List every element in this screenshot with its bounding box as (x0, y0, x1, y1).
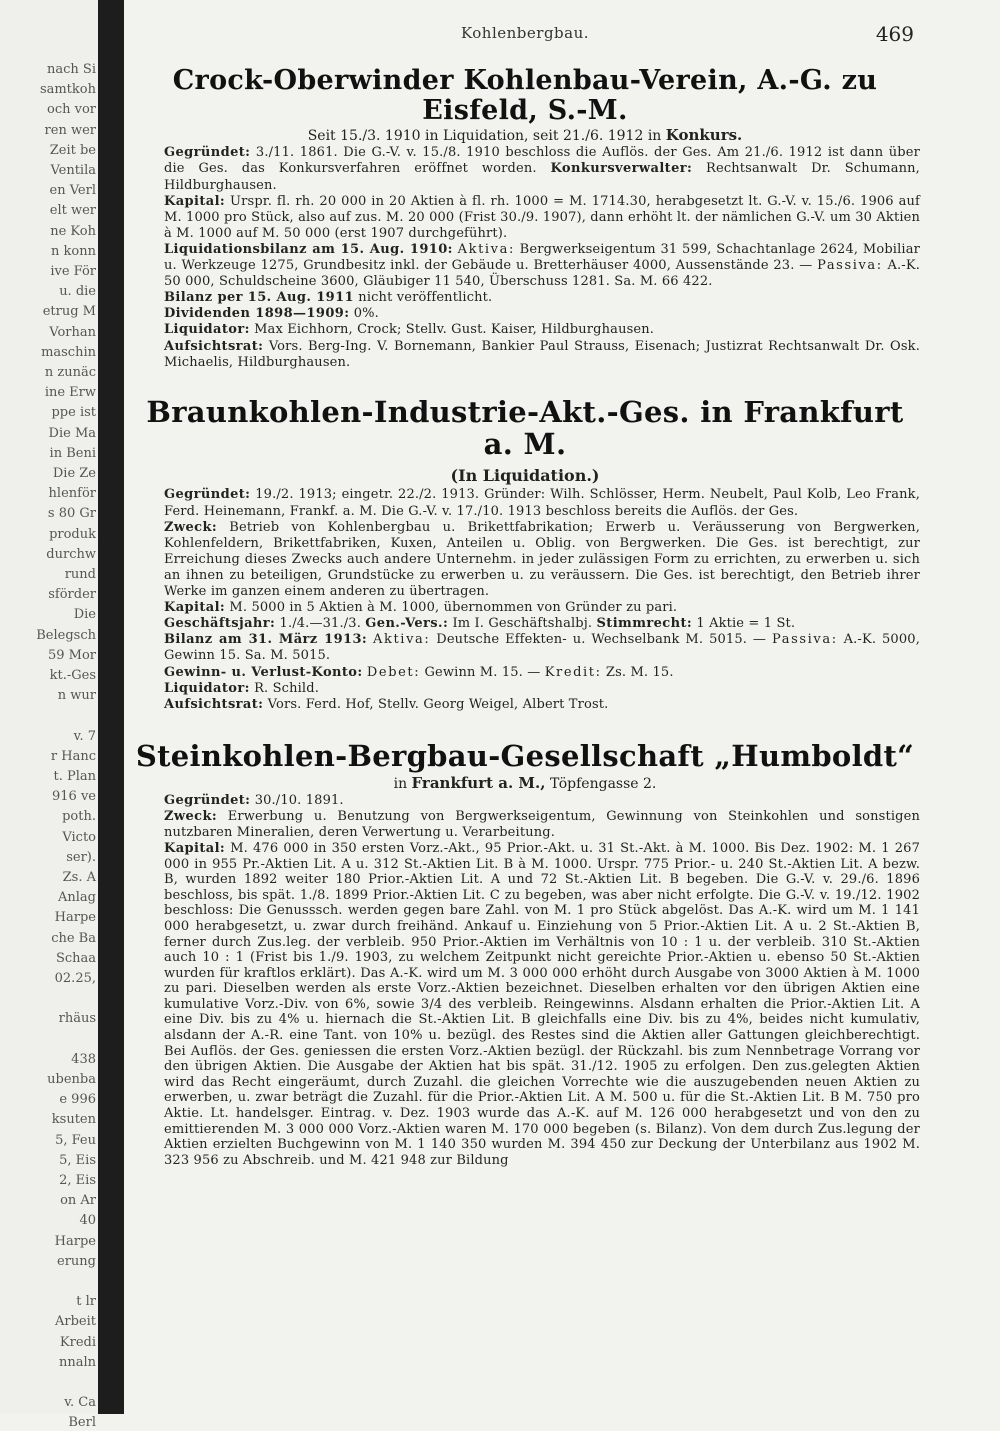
para-text: A.-K. 5000, Gewinn 15. Sa. M. 5015. (164, 632, 920, 664)
para-label: Liquidator: (164, 322, 250, 338)
paragraph (130, 145, 920, 193)
prev-page-fragment: sförder (48, 587, 96, 603)
para-text: 30./10. 1891. (254, 792, 344, 808)
subtitle-text: in (393, 775, 408, 792)
prev-page-fragment: 5, Eis (59, 1152, 96, 1168)
prev-page-fragment: 5, Feu (55, 1132, 96, 1148)
prev-page-fragment: ubenba (47, 1072, 96, 1087)
para-text: 1 Aktie = 1 St. (696, 616, 796, 632)
para-text: M. 476 000 in 350 ersten Vorz.-Akt., 95 Prior.-Akt. u. 31 St.-Akt. à M. 1000. Bis Dez. 1902: M. 1 267 000 in 955 Pr.-Aktien Lit. A u. 312 St.-Aktien Lit. B à M. 1000. Urspr. 775 Prior.- u. 240 St.-Aktien Lit. A bezw. B, wurden 1892 weiter 180 Prior.-Aktien Lit. A und 72 St.-Aktien Lit. B begeben. Die G.-V. v. 29./6. 1896 beschloss, bis spät. 1./8. 1899 Prior.-Aktien Lit. C zu begeben, was aber nicht erfolgte. Die G.-V. v. 19./12. 1902 beschloss: Die Genusssch. werden gegen bare Zahl. von M. 1 pro Stück abgelöst. Das A.-K. wird um M. 1 141 000 herabgesetzt, u. zwar durch freihänd. Ankauf u. Einziehung von 5 Prior.-Aktien Lit. A u. 2 St.-Aktien B, ferner durch Zus.leg. der verbleib. 950 Prior.-Aktien im Verhältnis von 10 : 1 u. der verbleib. 310 St.-Aktien auch 10 : 1 (Frist bis 1./9. 1903, zu welchem Zeitpunkt nicht gereichte Prior.-Aktien u. ebenso 50 St.-Aktien wurden für kraftlos erklärt). Das A.-K. wird um M. 3 000 000 erhöht durch Ausgabe von 3000 Aktien à M. 1000 zu pari. Dieselben werden als erste Vorz.-Aktien bezeichnet. Dieselben erhalten vor den übrigen Aktien eine kumulative Vorz.-Div. von 6%, sowie 3/4 des verbleib. Reingewinns. Alsdann erhalten die Prior.-Aktien Lit. A eine Div. bis zu 4% u. hiernach die St.-Aktien Lit. B gleichfalls eine Div. bis zu 4%, beides nicht kumulativ, alsdann der A.-R. eine Tant. von 10% u. bezügl. des Restes sind die Aktien aller Gattungen gleichberechtigt. Bei Auflös. der Ges. geniessen die ersten Vorz.-Aktien bezügl. der Rückzahl. bis zum Nennbetrage Vorrang vor den übrigen Aktien. Die Ausgabe der Aktien hat bis spät. 31./12. 1905 zu erfolgen. Den zus.gelegten Aktien wird das Recht eingeräumt, durch Zuzahl. die gleichen Vorrechte wie die auszugebenden neuen Aktien zu erwerben, u. zwar beträgt die Zuzahl. für die Prior.-Aktien Lit. A M. 500 u. für die St.-Aktien Lit. B M. 750 pro Aktie. Lt. handelsger. Eintrag. v. Dez. 1903 wurde das A.-K. auf M. 126 000 herabgesetzt und von den zu emittierenden M. 3 000 000 Vorz.-Aktien waren M. 170 000 begeben (s. Bilanz). Von dem durch Zus.legung der Aktien erzielten Buchgewinn von M. 1 140 350 wurden M. 394 450 zur Deckung der Unterbilanz aus 1902 M. 323 956 zu Abschreib. und M. 421 948 zur Bildung (164, 840, 920, 1168)
prev-page-fragment: erung (57, 1253, 96, 1269)
para-label: Zweck: (164, 519, 218, 535)
prev-page-fragment: etrug M (42, 304, 96, 320)
prev-page-fragment: rund (64, 567, 96, 582)
prev-page-fragment: rhäus (58, 1011, 96, 1027)
prev-page-fragment: maschin (41, 344, 96, 360)
prev-page-fragment: v. 7 (73, 728, 96, 744)
prev-page-fragment: Harpe (54, 910, 96, 926)
paragraph (130, 665, 920, 681)
para-label: Gegründet: (164, 487, 251, 503)
subtitle-bold: Konkurs. (665, 126, 743, 145)
para-text: Deutsche Effekten- u. Wechselbank M. 5015. — (436, 632, 767, 648)
prev-page-fragment: elt wer (49, 203, 96, 219)
paragraph (130, 306, 920, 322)
paragraph (130, 487, 920, 519)
para-text: Rechtsanwalt Dr. Schumann, Hildburghausen. (164, 161, 920, 193)
subtitle-bold: Frankfurt a. M., (411, 773, 546, 792)
para-text: Zs. M. 15. (605, 664, 674, 680)
paragraph (130, 194, 920, 242)
prev-page-fragment: Ventila (50, 163, 96, 178)
prev-page-fragment: che Ba (51, 930, 96, 946)
prev-page-fragment: 59 Mor (47, 647, 96, 663)
prev-page-fragment: r Hanc (50, 748, 96, 764)
entry-subtitle (130, 775, 920, 793)
paragraph (130, 632, 920, 664)
previous-page-strip (0, 0, 99, 1431)
prev-page-fragment: Berl (68, 1415, 96, 1431)
prev-page-fragment: Belegsch (36, 627, 96, 643)
para-label: Konkursverwalter: (550, 161, 693, 177)
prev-page-fragment: Die Ze (52, 466, 96, 481)
prev-page-fragment: v. Ca (64, 1395, 96, 1411)
para-label: Geschäftsjahr: (164, 616, 276, 632)
prev-page-fragment: ren wer (44, 122, 96, 138)
para-keyword: Aktiva: (457, 241, 515, 257)
paragraph (130, 290, 920, 306)
paragraph (130, 809, 920, 841)
para-text: A.-K. 50 000, Schuldscheine 3600, Gläubiger 11 540, Überschuss 1281. Sa. M. 66 422. (164, 258, 920, 290)
prev-page-fragment: Zs. A (62, 870, 96, 885)
para-label: Gegründet: (164, 145, 251, 161)
para-text: nicht veröffentlicht. (358, 290, 493, 306)
para-label: Aufsichtsrat: (164, 338, 264, 354)
para-text: M. 5000 in 5 Aktien à M. 1000, übernommen von Gründer zu pari. (229, 600, 678, 616)
para-text: Bergwerkseigentum 31 599, Schachtanlage 2624, Mobiliar u. Werkzeuge 1275, Grundbesitz inkl. der Gebäude u. Bretterhäuser 4000, Aussenstände 23. — (164, 241, 920, 274)
para-label: Dividenden 1898—1909: (164, 306, 350, 322)
prev-page-fragment: ppe ist (51, 405, 96, 421)
para-text: Vors. Ferd. Hof, Stellv. Georg Weigel, Albert Trost. (267, 696, 609, 712)
prev-page-fragment: t. Plan (53, 769, 96, 784)
para-label: Zweck: (164, 808, 218, 824)
prev-page-fragment: s 80 Gr (47, 506, 96, 522)
prev-page-fragment: Harpe (54, 1233, 96, 1249)
prev-page-fragment: n zunäc (44, 365, 96, 380)
entry-title: Steinkohlen-Bergbau-Gesellschaft „Humboldt“ (135, 738, 915, 773)
paragraph (130, 793, 920, 809)
prev-page-fragment: ne Koh (50, 223, 96, 239)
para-label: Aufsichtsrat: (164, 696, 264, 712)
prev-page-fragment: Die Ma (48, 425, 96, 441)
para-text: Vors. Berg-Ing. V. Bornemann, Bankier Paul Strauss, Eisenach; Justizrat Rechtsanwalt Dr. Osk. Michaelis, Hildburghausen. (164, 338, 920, 370)
prev-page-fragment: en Verl (49, 183, 96, 199)
prev-page-fragment: Vorhan (49, 324, 96, 340)
para-label: Stimmrecht: (596, 616, 693, 632)
prev-page-fragment: in Beni (49, 445, 96, 461)
entry-title: Crock-Oberwinder Kohlenbau-Verein, A.-G. zu Eisfeld, S.-M. (172, 65, 878, 126)
para-label: Kapital: (164, 193, 226, 209)
para-text: 19./2. 1913; eingetr. 22./2. 1913. Gründer: Wilh. Schlösser, Herm. Neubelt, Paul Kolb, Leo Frank, Ferd. Heinemann, Frankf. a. M. Die G.-V. v. 17./10. 1913 beschloss bereits die Auflös. der Ges. (164, 487, 920, 519)
subtitle-text: Seit 15./3. 1910 in Liquidation, seit 21./6. 1912 in (307, 128, 662, 145)
running-title: Kohlenbergbau. (460, 24, 590, 42)
prev-page-fragment: poth. (62, 809, 96, 825)
para-label: Liquidationsbilanz am 15. Aug. 1910: (164, 241, 453, 257)
para-label: Gegründet: (164, 792, 251, 808)
prev-page-fragment: n konn (51, 243, 96, 259)
para-keyword: Kredit: (544, 664, 602, 680)
prev-page-fragment: Die (73, 607, 96, 623)
prev-page-fragment: Victo (62, 829, 96, 845)
para-label: Kapital: (164, 600, 226, 616)
para-text: Gewinn M. 15. — (424, 664, 541, 680)
para-keyword: Passiva: (817, 258, 883, 274)
prev-page-fragment: ive För (50, 264, 96, 279)
liquidation-note: (In Liquidation.) (450, 466, 600, 486)
para-text: 0%. (353, 306, 379, 322)
prev-page-fragment: nnaln (58, 1354, 96, 1370)
para-label: Bilanz per 15. Aug. 1911 (164, 290, 354, 306)
page-number: 469 (875, 22, 914, 46)
prev-page-fragment: ser). (66, 849, 96, 865)
prev-page-fragment: Kredi (59, 1334, 96, 1350)
document-page (130, 24, 920, 1404)
paragraph (130, 520, 920, 600)
para-keyword: Passiva: (772, 632, 838, 648)
prev-page-fragment: 02.25, (54, 971, 96, 986)
prev-page-fragment: 916 ve (52, 789, 96, 805)
paragraph (130, 339, 920, 371)
prev-page-fragment: hlenför (48, 486, 96, 502)
para-text: Betrieb von Kohlenbergbau u. Brikettfabrikation; Erwerb u. Veräusserung von Bergwerken, Kohlenfeldern, Brikettfabriken, Kuxen, Anteilen u. Oblig. von Bergwerken. Die Ges. ist berechtigt, zur Erreichung dieses Zwecks auch andere Unternehm. in jeder zulässigen Form zu errichten, zu erwerben u. sich an ihnen zu beteiligen, Grundstücke zu erwerben u. zu veräussern. Die Ges. ist berechtigt, den Betrieb ihrer Werke im ganzen einem anderen zu übertragen. (164, 519, 920, 600)
prev-page-fragment: n wur (57, 688, 96, 704)
para-label: Bilanz am 31. März 1913: (164, 632, 368, 648)
prev-page-fragment: u. die (59, 284, 96, 300)
paragraph (130, 322, 920, 338)
prev-page-fragment: on Ar (60, 1193, 96, 1209)
prev-page-fragment: Anlag (58, 890, 96, 906)
prev-page-fragment: Arbeit (55, 1314, 96, 1330)
prev-page-fragment: Zeit be (49, 142, 96, 158)
prev-page-fragment: och vor (47, 102, 96, 118)
para-text: Erwerbung u. Benutzung von Bergwerkseigentum, Gewinnung von Steinkohlen und sonstigen nutzbaren Mineralien, deren Verwertung u. Verarbeitung. (164, 808, 920, 840)
paragraph (130, 841, 920, 1168)
para-text: R. Schild. (254, 680, 319, 696)
para-text: 1./4.—31./3. (279, 616, 361, 632)
para-text: Max Eichhorn, Crock; Stellv. Gust. Kaiser, Hildburghausen. (254, 322, 655, 338)
para-label: Gen.-Vers.: (365, 616, 449, 632)
book-gutter (98, 0, 124, 1414)
para-keyword: Aktiva: (373, 632, 431, 648)
running-head (130, 24, 920, 52)
para-keyword: Debet: (366, 664, 421, 680)
prev-page-fragment: e 996 (59, 1092, 96, 1108)
prev-page-fragment: t lr (76, 1294, 96, 1310)
para-text: 3./11. 1861. Die G.-V. v. 15./8. 1910 beschloss die Auflös. der Ges. Am 21./6. 1912 ist dann über die Ges. das Konkursverfahren eröffnet worden. (164, 145, 920, 177)
prev-page-fragment: samtkoh (39, 82, 96, 98)
entry-title: Braunkohlen-Industrie-Akt.-Ges. in Frankfurt a. M. (146, 394, 904, 461)
prev-page-fragment: produk (49, 526, 96, 542)
para-text: Im I. Geschäftshalbj. (452, 616, 593, 632)
paragraph (130, 616, 920, 632)
prev-page-fragment: 40 (79, 1213, 96, 1229)
prev-page-fragment: kt.-Ges (49, 668, 96, 683)
prev-page-fragment: ine Erw (44, 385, 96, 401)
paragraph (130, 681, 920, 697)
prev-page-fragment: nach Si (47, 62, 96, 77)
para-label: Kapital: (164, 840, 226, 856)
subtitle-text: Töpfengasse 2. (549, 775, 657, 792)
entry-subtitle (130, 127, 920, 145)
para-label: Gewinn- u. Verlust-Konto: (164, 664, 363, 680)
prev-page-fragment: durchw (46, 546, 96, 562)
paragraph (130, 697, 920, 713)
prev-page-fragment: 2, Eis (59, 1173, 96, 1188)
prev-page-fragment: 438 (71, 1051, 96, 1067)
paragraph (130, 600, 920, 616)
prev-page-fragment: ksuten (51, 1112, 96, 1128)
paragraph (130, 242, 920, 290)
para-label: Liquidator: (164, 680, 250, 696)
prev-page-fragment: Schaa (55, 950, 96, 966)
para-text: Urspr. fl. rh. 20 000 in 20 Aktien à fl. rh. 1000 = M. 1714.30, herabgesetzt lt. G.-V. v. 15./6. 1906 auf M. 1000 pro Stück, also auf zus. M. 20 000 (Frist 30./9. 1907), dann erhöht lt. der nämlichen G.-V. um 30 Aktien à M. 1000 auf M. 50 000 (erst 1907 durchgeführt). (164, 193, 920, 241)
